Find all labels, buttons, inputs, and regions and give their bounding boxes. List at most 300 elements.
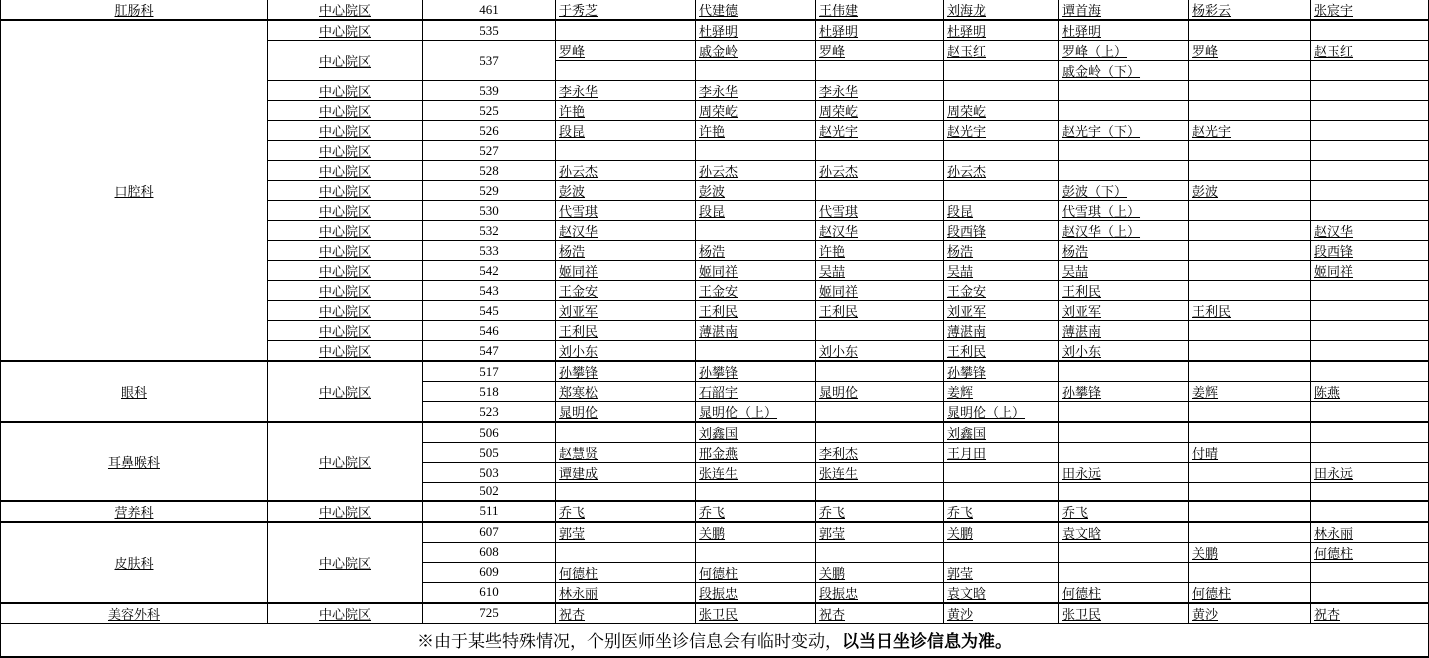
campus-cell-text: 中心院区 bbox=[318, 385, 371, 400]
room-cell-text: 609 bbox=[479, 564, 499, 579]
schedule-cell-text: 王利民 bbox=[1192, 304, 1232, 319]
schedule-cell bbox=[944, 161, 1059, 181]
schedule-cell-text: 郭莹 bbox=[947, 565, 974, 581]
schedule-cell-text: 段昆 bbox=[947, 204, 974, 219]
schedule-cell bbox=[696, 81, 816, 101]
schedule-cell-text: 关鹏 bbox=[947, 525, 974, 541]
room-cell bbox=[423, 121, 556, 141]
schedule-cell bbox=[944, 201, 1059, 221]
schedule-cell bbox=[816, 483, 944, 501]
schedule-cell bbox=[1311, 61, 1429, 81]
schedule-cell bbox=[816, 402, 944, 423]
schedule-cell-text: 杨浩 bbox=[559, 244, 586, 259]
campus-cell-text: 中心院区 bbox=[318, 84, 371, 99]
schedule-cell bbox=[696, 281, 816, 301]
schedule-cell-text: 代建德 bbox=[699, 3, 739, 18]
dept-cell bbox=[1, 501, 268, 522]
schedule-cell bbox=[696, 483, 816, 501]
schedule-cell-text: 付晴 bbox=[1192, 446, 1219, 461]
schedule-cell-text: 晁明伦（上） bbox=[947, 405, 1026, 420]
schedule-cell bbox=[556, 221, 696, 241]
schedule-cell-text: 姜辉 bbox=[1192, 385, 1219, 400]
schedule-cell-text: 刘亚军 bbox=[947, 304, 987, 319]
schedule-cell bbox=[1059, 522, 1189, 543]
room-cell bbox=[423, 221, 556, 241]
schedule-cell bbox=[1059, 41, 1189, 61]
schedule-cell bbox=[1189, 41, 1311, 61]
schedule-cell-text: 周荣屹 bbox=[947, 104, 987, 119]
schedule-cell bbox=[556, 161, 696, 181]
schedule-cell bbox=[1311, 0, 1429, 20]
schedule-cell bbox=[696, 241, 816, 261]
schedule-cell bbox=[1059, 0, 1189, 20]
room-cell bbox=[423, 402, 556, 423]
schedule-cell bbox=[816, 0, 944, 20]
dept-cell bbox=[1, 603, 268, 624]
campus-cell-text: 中心院区 bbox=[318, 555, 371, 571]
schedule-cell-text: 王利民 bbox=[1062, 284, 1102, 299]
schedule-cell bbox=[1189, 281, 1311, 301]
room-cell-text: 610 bbox=[479, 584, 499, 599]
table-row bbox=[1, 522, 1429, 543]
schedule-cell bbox=[816, 443, 944, 463]
schedule-cell bbox=[816, 422, 944, 443]
schedule-cell bbox=[1059, 61, 1189, 81]
campus-cell-text: 中心院区 bbox=[318, 244, 371, 259]
schedule-cell bbox=[816, 201, 944, 221]
campus-cell bbox=[268, 501, 423, 522]
schedule-cell bbox=[1059, 341, 1189, 362]
room-cell-text: 539 bbox=[479, 82, 499, 98]
campus-cell bbox=[268, 301, 423, 321]
room-cell bbox=[423, 0, 556, 20]
schedule-cell bbox=[816, 41, 944, 61]
campus-cell bbox=[268, 201, 423, 221]
schedule-cell bbox=[1059, 181, 1189, 201]
schedule-cell-text: 杜驿明 bbox=[819, 24, 859, 39]
schedule-cell-text: 姬同祥 bbox=[819, 284, 859, 299]
schedule-cell-text: 田永远 bbox=[1314, 466, 1354, 481]
schedule-cell bbox=[944, 443, 1059, 463]
schedule-cell bbox=[556, 261, 696, 281]
schedule-cell bbox=[696, 341, 816, 362]
schedule-cell bbox=[816, 181, 944, 201]
table-row bbox=[1, 20, 1429, 41]
schedule-cell bbox=[1311, 582, 1429, 603]
schedule-cell bbox=[556, 101, 696, 121]
schedule-cell bbox=[944, 141, 1059, 161]
campus-cell-text: 中心院区 bbox=[318, 184, 371, 199]
schedule-cell bbox=[944, 281, 1059, 301]
schedule-cell bbox=[1189, 422, 1311, 443]
room-cell-text: 533 bbox=[479, 242, 499, 258]
schedule-cell bbox=[1059, 301, 1189, 321]
campus-cell bbox=[268, 181, 423, 201]
schedule-cell bbox=[816, 501, 944, 522]
schedule-cell bbox=[556, 201, 696, 221]
schedule-cell-text: 杜驿明 bbox=[947, 24, 987, 39]
footer-note bbox=[1, 623, 1429, 657]
schedule-cell-text: 段振忠 bbox=[699, 585, 739, 601]
schedule-cell-text: 刘小东 bbox=[1062, 344, 1102, 359]
schedule-cell bbox=[1059, 603, 1189, 624]
table-row bbox=[1, 603, 1429, 624]
table-row bbox=[1, 422, 1429, 443]
schedule-cell-text: 赵汉华 bbox=[819, 224, 859, 239]
schedule-cell-text: 彭波（下） bbox=[1062, 184, 1128, 199]
room-cell bbox=[423, 562, 556, 582]
schedule-cell bbox=[944, 0, 1059, 20]
schedule-cell bbox=[696, 522, 816, 543]
schedule-cell-text: 乔飞 bbox=[559, 504, 586, 520]
schedule-cell bbox=[1311, 121, 1429, 141]
schedule-cell-text: 段振忠 bbox=[819, 585, 859, 601]
room-cell-text: 542 bbox=[479, 262, 499, 278]
schedule-cell bbox=[556, 61, 696, 81]
schedule-cell bbox=[1311, 261, 1429, 281]
room-cell bbox=[423, 422, 556, 443]
campus-cell bbox=[268, 281, 423, 301]
room-cell bbox=[423, 382, 556, 402]
schedule-cell bbox=[696, 603, 816, 624]
schedule-cell bbox=[1311, 422, 1429, 443]
campus-cell-text: 中心院区 bbox=[318, 24, 371, 39]
schedule-cell bbox=[1189, 221, 1311, 241]
schedule-cell bbox=[944, 542, 1059, 562]
schedule-cell-text: 姜辉 bbox=[947, 385, 974, 400]
schedule-cell bbox=[1059, 321, 1189, 341]
room-cell bbox=[423, 161, 556, 181]
campus-cell-text: 中心院区 bbox=[318, 324, 371, 339]
schedule-cell-text: 王月田 bbox=[947, 446, 987, 461]
schedule-cell-text: 孙云杰 bbox=[559, 164, 599, 179]
schedule-cell bbox=[944, 562, 1059, 582]
schedule-cell-text: 赵光宇（下） bbox=[1062, 124, 1141, 139]
schedule-cell-text: 王金安 bbox=[947, 284, 987, 299]
schedule-cell bbox=[1059, 463, 1189, 483]
schedule-cell-text: 郭莹 bbox=[819, 525, 846, 541]
schedule-cell-text: 许艳 bbox=[819, 244, 846, 259]
schedule-cell bbox=[944, 382, 1059, 402]
schedule-cell bbox=[816, 542, 944, 562]
schedule-cell-text: 杨浩 bbox=[1062, 244, 1089, 259]
schedule-cell-text: 袁文晗 bbox=[947, 585, 987, 601]
schedule-cell-text: 周荣屹 bbox=[699, 104, 739, 119]
schedule-cell-text: 薄湛南 bbox=[1062, 324, 1102, 339]
dept-cell-text: 眼科 bbox=[120, 385, 147, 400]
room-cell bbox=[423, 20, 556, 41]
campus-cell-text: 中心院区 bbox=[318, 3, 371, 18]
room-cell-text: 518 bbox=[479, 383, 499, 399]
schedule-cell bbox=[944, 582, 1059, 603]
schedule-cell bbox=[696, 321, 816, 341]
room-cell bbox=[423, 281, 556, 301]
room-cell bbox=[423, 582, 556, 603]
schedule-cell-text: 李永华 bbox=[559, 84, 599, 99]
schedule-cell-text: 关鹏 bbox=[1192, 545, 1219, 561]
dept-cell-text: 口腔科 bbox=[114, 184, 154, 199]
schedule-cell-text: 林永丽 bbox=[559, 585, 599, 601]
schedule-cell bbox=[816, 582, 944, 603]
schedule-cell bbox=[556, 0, 696, 20]
schedule-cell bbox=[944, 301, 1059, 321]
room-cell bbox=[423, 41, 556, 81]
dept-cell bbox=[1, 361, 268, 422]
schedule-cell-text: 于秀芝 bbox=[559, 3, 599, 18]
schedule-cell bbox=[1189, 61, 1311, 81]
schedule-cell bbox=[1189, 81, 1311, 101]
room-cell-text: 505 bbox=[479, 444, 499, 460]
room-cell-text: 511 bbox=[479, 503, 499, 518]
room-cell-text: 543 bbox=[479, 282, 499, 298]
schedule-cell bbox=[1189, 483, 1311, 501]
room-cell-text: 537 bbox=[479, 52, 499, 68]
schedule-cell-text: 孙攀锋 bbox=[559, 365, 599, 380]
campus-cell bbox=[268, 121, 423, 141]
room-cell-text: 517 bbox=[479, 363, 499, 379]
schedule-cell bbox=[696, 301, 816, 321]
campus-cell-text: 中心院区 bbox=[318, 124, 371, 139]
schedule-cell bbox=[696, 261, 816, 281]
schedule-cell bbox=[816, 161, 944, 181]
schedule-cell-text: 罗峰 bbox=[559, 44, 586, 59]
schedule-cell bbox=[816, 522, 944, 543]
schedule-cell-text: 谭首海 bbox=[1062, 3, 1102, 18]
schedule-cell bbox=[1059, 402, 1189, 423]
schedule-cell bbox=[816, 603, 944, 624]
schedule-cell-text: 何德柱 bbox=[1192, 585, 1232, 601]
schedule-cell bbox=[944, 463, 1059, 483]
schedule-cell bbox=[944, 221, 1059, 241]
schedule-cell bbox=[816, 101, 944, 121]
schedule-cell bbox=[1059, 422, 1189, 443]
campus-cell bbox=[268, 321, 423, 341]
schedule-cell bbox=[1189, 463, 1311, 483]
schedule-cell bbox=[816, 141, 944, 161]
room-cell-text: 607 bbox=[479, 524, 499, 539]
room-cell-text: 526 bbox=[479, 122, 499, 138]
schedule-cell bbox=[696, 0, 816, 20]
room-cell-text: 523 bbox=[479, 403, 499, 419]
schedule-cell bbox=[1311, 501, 1429, 522]
campus-cell-text: 中心院区 bbox=[318, 284, 371, 299]
schedule-cell bbox=[816, 20, 944, 41]
schedule-cell-text: 赵光宇 bbox=[947, 124, 987, 139]
schedule-cell bbox=[1189, 261, 1311, 281]
schedule-cell-text: 乔飞 bbox=[819, 504, 846, 520]
schedule-cell bbox=[696, 161, 816, 181]
room-cell-text: 546 bbox=[479, 322, 499, 338]
schedule-cell-text: 赵汉华 bbox=[1314, 224, 1354, 239]
schedule-cell bbox=[1311, 542, 1429, 562]
schedule-cell-text: 张连生 bbox=[819, 466, 859, 481]
schedule-cell bbox=[1311, 221, 1429, 241]
schedule-cell-text: 彭波 bbox=[699, 184, 726, 199]
schedule-cell bbox=[696, 402, 816, 423]
schedule-cell bbox=[1059, 582, 1189, 603]
footer-row bbox=[1, 623, 1429, 657]
schedule-cell bbox=[696, 121, 816, 141]
schedule-cell-text: 郭莹 bbox=[559, 525, 586, 541]
schedule-cell-text: 郑寒松 bbox=[559, 385, 599, 400]
schedule-cell bbox=[696, 582, 816, 603]
schedule-cell bbox=[1311, 603, 1429, 624]
schedule-cell-text: 祝杏 bbox=[1314, 606, 1341, 622]
schedule-cell bbox=[944, 341, 1059, 362]
schedule-cell-text: 刘亚军 bbox=[559, 304, 599, 319]
schedule-cell-text: 晁明伦 bbox=[819, 385, 859, 400]
schedule-cell-text: 乔飞 bbox=[1062, 504, 1089, 520]
schedule-cell-text: 刘鑫国 bbox=[947, 426, 987, 441]
schedule-cell bbox=[944, 261, 1059, 281]
schedule-cell bbox=[816, 81, 944, 101]
campus-cell bbox=[268, 41, 423, 81]
schedule-cell bbox=[944, 321, 1059, 341]
schedule-cell-text: 陈燕 bbox=[1314, 385, 1341, 400]
schedule-cell bbox=[696, 422, 816, 443]
room-cell-text: 608 bbox=[479, 544, 499, 559]
schedule-cell bbox=[1059, 201, 1189, 221]
schedule-cell bbox=[816, 301, 944, 321]
schedule-cell bbox=[556, 281, 696, 301]
schedule-cell bbox=[816, 463, 944, 483]
schedule-cell bbox=[696, 542, 816, 562]
schedule-cell bbox=[1189, 582, 1311, 603]
schedule-cell bbox=[556, 141, 696, 161]
campus-cell bbox=[268, 341, 423, 362]
schedule-cell bbox=[1311, 562, 1429, 582]
schedule-cell-text: 何德柱 bbox=[1062, 585, 1102, 601]
schedule-cell-text: 张宸宇 bbox=[1314, 3, 1354, 18]
schedule-cell-text: 孙攀锋 bbox=[1062, 385, 1102, 400]
room-cell-text: 528 bbox=[479, 162, 499, 178]
schedule-cell-text: 段西锋 bbox=[947, 224, 987, 239]
schedule-cell-text: 林永丽 bbox=[1314, 525, 1354, 541]
schedule-cell bbox=[1059, 501, 1189, 522]
campus-cell bbox=[268, 603, 423, 624]
schedule-cell-text: 杜驿明 bbox=[1062, 24, 1102, 39]
schedule-cell bbox=[556, 422, 696, 443]
schedule-cell-text: 刘海龙 bbox=[947, 3, 987, 18]
schedule-cell bbox=[696, 141, 816, 161]
schedule-cell bbox=[944, 241, 1059, 261]
schedule-cell bbox=[696, 41, 816, 61]
table-row bbox=[1, 0, 1429, 20]
schedule-cell-text: 周荣屹 bbox=[819, 104, 859, 119]
schedule-cell bbox=[1059, 161, 1189, 181]
schedule-cell bbox=[816, 261, 944, 281]
schedule-cell-text: 王利民 bbox=[699, 304, 739, 319]
schedule-cell bbox=[556, 463, 696, 483]
room-cell-text: 530 bbox=[479, 202, 499, 218]
schedule-cell-text: 薄湛南 bbox=[947, 324, 987, 339]
schedule-cell bbox=[1311, 301, 1429, 321]
schedule-cell-text: 王利民 bbox=[947, 344, 987, 359]
room-cell bbox=[423, 542, 556, 562]
schedule-cell bbox=[1311, 101, 1429, 121]
schedule-cell bbox=[1189, 141, 1311, 161]
schedule-cell bbox=[556, 562, 696, 582]
schedule-cell-text: 许艳 bbox=[699, 124, 726, 139]
schedule-cell bbox=[1189, 0, 1311, 20]
dept-cell bbox=[1, 522, 268, 603]
schedule-cell-text: 罗峰（上） bbox=[1062, 44, 1128, 59]
schedule-cell bbox=[816, 281, 944, 301]
schedule-cell bbox=[1311, 321, 1429, 341]
room-cell bbox=[423, 341, 556, 362]
room-cell bbox=[423, 321, 556, 341]
room-cell bbox=[423, 361, 556, 382]
schedule-cell-text: 黄沙 bbox=[947, 606, 974, 622]
schedule-cell bbox=[1311, 161, 1429, 181]
schedule-cell bbox=[1059, 261, 1189, 281]
room-cell bbox=[423, 522, 556, 543]
schedule-cell-text: 王金安 bbox=[699, 284, 739, 299]
schedule-cell bbox=[696, 181, 816, 201]
schedule-cell-text: 石韶宇 bbox=[699, 385, 739, 400]
schedule-cell-text: 赵玉红 bbox=[947, 44, 987, 59]
campus-cell bbox=[268, 20, 423, 41]
schedule-cell bbox=[556, 121, 696, 141]
schedule-cell bbox=[1189, 443, 1311, 463]
schedule-cell-text: 张连生 bbox=[699, 466, 739, 481]
schedule-cell-text: 何德柱 bbox=[1314, 545, 1354, 561]
schedule-cell bbox=[556, 81, 696, 101]
schedule-cell bbox=[1311, 201, 1429, 221]
room-cell bbox=[423, 301, 556, 321]
schedule-cell-text: 赵汉华 bbox=[559, 224, 599, 239]
schedule-cell bbox=[1059, 141, 1189, 161]
schedule-cell-text: 何德柱 bbox=[559, 565, 599, 581]
schedule-cell bbox=[696, 201, 816, 221]
schedule-cell bbox=[1189, 562, 1311, 582]
schedule-cell-text: 代雪琪（上） bbox=[1062, 204, 1141, 219]
dept-cell bbox=[1, 20, 268, 361]
schedule-cell-text: 杨浩 bbox=[699, 244, 726, 259]
schedule-cell bbox=[1189, 542, 1311, 562]
schedule-cell bbox=[1311, 281, 1429, 301]
campus-cell-text: 中心院区 bbox=[318, 104, 371, 119]
schedule-cell-text: 袁文晗 bbox=[1062, 525, 1102, 541]
schedule-cell bbox=[1189, 321, 1311, 341]
schedule-cell bbox=[944, 101, 1059, 121]
schedule-cell bbox=[1311, 41, 1429, 61]
schedule-cell bbox=[1311, 341, 1429, 362]
schedule-cell-text: 王金安 bbox=[559, 284, 599, 299]
dept-cell-text: 肛肠科 bbox=[114, 3, 154, 18]
schedule-cell bbox=[696, 562, 816, 582]
schedule-cell-text: 孙云杰 bbox=[699, 164, 739, 179]
room-cell-text: 506 bbox=[479, 424, 499, 440]
schedule-cell bbox=[1311, 483, 1429, 501]
room-cell bbox=[423, 443, 556, 463]
campus-cell-text: 中心院区 bbox=[318, 264, 371, 279]
schedule-cell-text: 许艳 bbox=[559, 104, 586, 119]
schedule-cell-text: 刘小东 bbox=[819, 344, 859, 359]
schedule-cell bbox=[1059, 483, 1189, 501]
schedule-cell bbox=[944, 121, 1059, 141]
schedule-cell bbox=[556, 382, 696, 402]
campus-cell-text: 中心院区 bbox=[318, 204, 371, 219]
schedule-cell-text: 晁明伦（上） bbox=[699, 405, 778, 420]
schedule-cell-text: 孙云杰 bbox=[947, 164, 987, 179]
schedule-cell-text: 李永华 bbox=[819, 84, 859, 99]
schedule-cell bbox=[556, 603, 696, 624]
campus-cell bbox=[268, 161, 423, 181]
schedule-cell bbox=[1189, 101, 1311, 121]
schedule-cell-text: 何德柱 bbox=[699, 565, 739, 581]
schedule-cell-text: 田永远 bbox=[1062, 466, 1102, 481]
